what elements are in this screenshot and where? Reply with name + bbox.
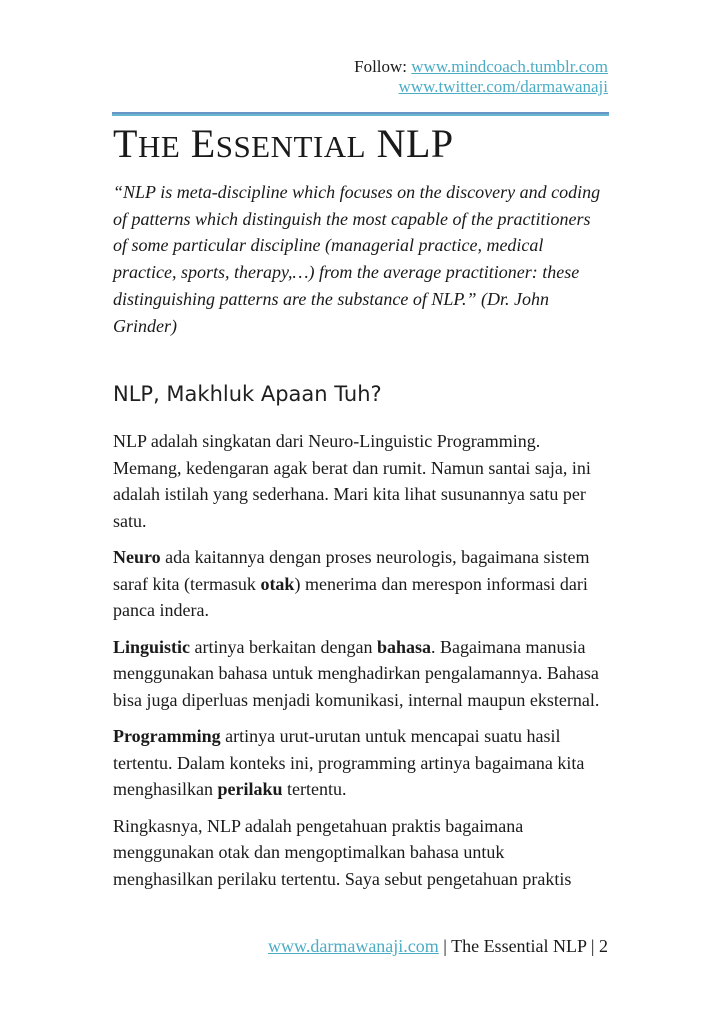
section-body xyxy=(113,428,608,902)
footer-doc-title: The Essential NLP xyxy=(451,936,587,956)
follow-label: Follow: xyxy=(354,57,408,76)
header-rule-accent xyxy=(112,114,609,116)
term-neuro: Neuro xyxy=(113,547,161,567)
footer-site-link[interactable]: www.darmawanaji.com xyxy=(268,936,439,956)
paragraph-programming: Programming artinya urut-urutan untuk mencapai suatu hasil tertentu. Dalam konteks ini, programming artinya bagaimana kita menghasilkan perilaku tertentu. xyxy=(113,726,585,799)
paragraph-neuro: Neuro ada kaitannya dengan proses neurologis, bagaimana sistem saraf kita (termasuk otak) menerima dan merespon informasi dari panca indera. xyxy=(113,547,590,620)
twitter-link[interactable]: www.twitter.com/darmawanaji xyxy=(398,77,608,96)
follow-links xyxy=(354,57,608,97)
term-linguistic: Linguistic xyxy=(113,636,191,657)
paragraph-linguistic: Linguistic artinya berkaitan dengan bahasa. Bagaimana manusia menggunakan bahasa untuk menghadirkan pengalamannya. Bahasa bisa juga diperluas menjadi komunikasi, internal maupun eksternal. xyxy=(113,636,600,710)
paragraph-summary: Ringkasnya, NLP adalah pengetahuan praktis bagaimana menggunakan otak dan mengoptimalkan bahasa untuk menghasilkan perilaku tertentu. Saya sebut pengetahuan praktis xyxy=(113,815,572,889)
grinder-quote: “NLP is meta-discipline which focuses on the discovery and coding of patterns which distinguish the most capable of the practitioners of some particular discipline (managerial practice, medical practice, sports, therapy,…) from the average practitioner: these distinguishing patterns are the substance of NLP.” (Dr. John Grinder) xyxy=(113,182,601,336)
tumblr-link[interactable]: www.mindcoach.tumblr.com xyxy=(411,57,608,76)
page-number: 2 xyxy=(599,936,608,956)
section-heading: NLP, Makhluk Apaan Tuh? xyxy=(113,382,382,406)
page-footer: www.darmawanaji.com | The Essential NLP | 2 xyxy=(268,936,608,956)
term-programming: Programming xyxy=(113,726,221,746)
paragraph-intro: NLP adalah singkatan dari Neuro-Linguistic Programming. Memang, kedengaran agak berat dan rumit. Namun santai saja, ini adalah istilah yang sederhana. Mari kita lihat susunannya satu per satu. xyxy=(113,431,591,531)
page-title: THE ESSENTIAL NLP xyxy=(113,121,454,166)
